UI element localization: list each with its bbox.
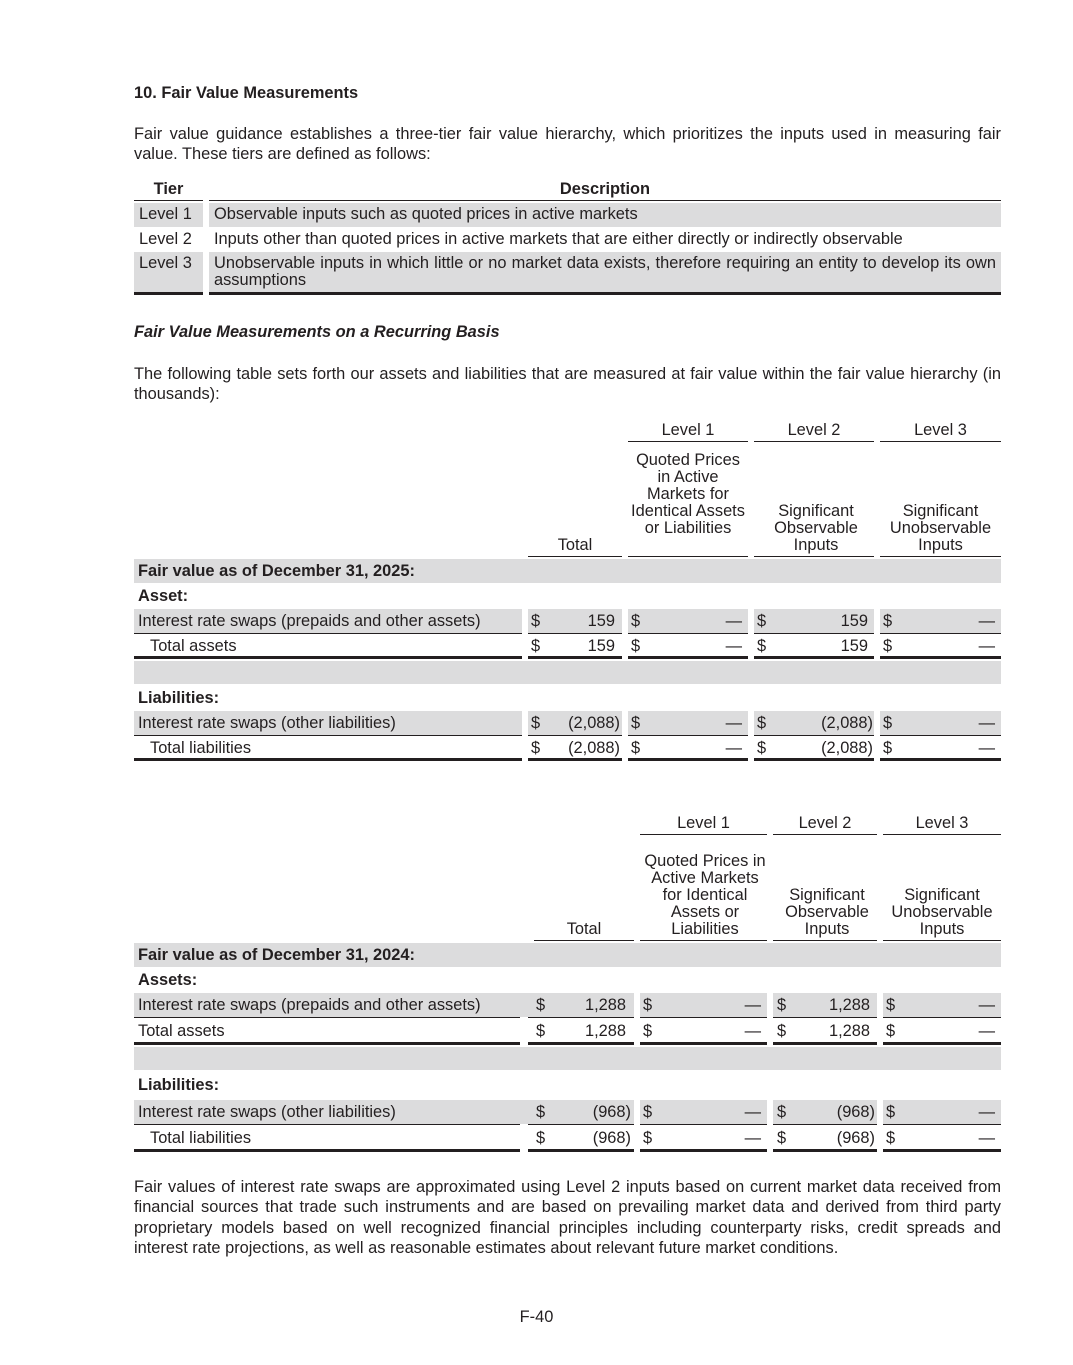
spacer-row (134, 661, 1001, 684)
dollar-sign: $ (536, 1022, 546, 1040)
tier-cell: Level 2 (139, 230, 192, 248)
intro-paragraph: Fair value guidance establishes a three-tier fair value hierarchy, which prioritizes the inputs used in measuring fair value. These tiers are defined as follows: (134, 125, 1001, 164)
section-label-row (134, 584, 1001, 608)
section-label-row (134, 968, 1001, 992)
level2-value: (968) (836, 1103, 875, 1121)
liabilities-label: Liabilities: (138, 1076, 220, 1094)
dollar-sign: $ (631, 739, 641, 757)
table-row (134, 711, 1001, 735)
table-title-row (134, 559, 1001, 583)
level1-value: — (744, 1103, 761, 1121)
total-col-header: Total (557, 536, 593, 554)
dollar-sign: $ (631, 714, 641, 732)
spacer-row (134, 1047, 1001, 1070)
total-value: (968) (592, 1129, 631, 1147)
row-label: Total liabilities (150, 739, 252, 757)
dollar-sign: $ (531, 714, 541, 732)
dollar-sign: $ (883, 612, 893, 630)
table-title: Fair value as of December 31, 2024: (138, 946, 415, 964)
dollar-sign: $ (531, 612, 541, 630)
section-label-row (134, 1073, 1001, 1097)
dollar-sign: $ (777, 1129, 787, 1147)
tier-header: Tier (134, 180, 203, 201)
total-value: 159 (587, 612, 615, 630)
dollar-sign: $ (757, 637, 767, 655)
dollar-sign: $ (886, 996, 896, 1014)
col-underline (880, 556, 1001, 557)
row-label: Interest rate swaps (other liabilities) (138, 714, 396, 732)
total-value: (2,088) (568, 739, 620, 757)
level3-col-header: Significant Unobservable Inputs (889, 502, 992, 554)
dollar-sign: $ (536, 996, 546, 1014)
row-label: Total assets (150, 637, 237, 655)
tier-description: Unobservable inputs in which little or no market data exists, therefore requiring an entity to develop its own assumptions (209, 252, 1001, 295)
asset-label: Asset: (138, 587, 189, 605)
level1-value: — (725, 739, 742, 757)
dollar-sign: $ (883, 714, 893, 732)
table-row (134, 609, 1001, 633)
col-underline (628, 556, 748, 557)
dollar-sign: $ (631, 612, 641, 630)
level1-value: — (744, 1022, 761, 1040)
dollar-sign: $ (777, 1103, 787, 1121)
tier-row (134, 203, 1001, 227)
row-label: Total assets (138, 1022, 225, 1040)
dollar-sign: $ (757, 714, 767, 732)
level1-col-header: Quoted Prices in Active Markets for Identical Assets or Liabilities (644, 852, 766, 938)
level1-header: Level 1 (661, 421, 715, 439)
level1-value: — (744, 996, 761, 1014)
row-label: Interest rate swaps (prepaids and other assets) (138, 612, 481, 630)
dollar-sign: $ (757, 612, 767, 630)
level3-header: Level 3 (915, 814, 969, 832)
page-number: F-40 (519, 1308, 554, 1326)
dollar-sign: $ (757, 739, 767, 757)
description-header: Description (209, 180, 1001, 201)
tier-row (134, 228, 1001, 252)
tier-row (134, 252, 1001, 295)
level3-value: — (978, 739, 995, 757)
recurring-heading: Fair Value Measurements on a Recurring Basis (134, 323, 500, 341)
table-title-row (134, 943, 1001, 967)
col-underline (754, 556, 874, 557)
dollar-sign: $ (643, 1022, 653, 1040)
level-underline (628, 441, 748, 442)
dollar-sign: $ (643, 1103, 653, 1121)
level2-col-header: Significant Observable Inputs (774, 502, 858, 554)
level2-value: (968) (836, 1129, 875, 1147)
level2-header: Level 2 (787, 421, 841, 439)
dollar-sign: $ (777, 996, 787, 1014)
level3-value: — (978, 1129, 995, 1147)
total-value: 1,288 (584, 996, 626, 1014)
row-label: Interest rate swaps (other liabilities) (138, 1103, 396, 1121)
recurring-paragraph: The following table sets forth our assets and liabilities that are measured at fair value within the fair value hierarchy (in thousands): (134, 365, 1001, 404)
dollar-sign: $ (777, 1022, 787, 1040)
section-heading: 10. Fair Value Measurements (134, 84, 359, 102)
level1-value: — (725, 612, 742, 630)
tier-description: Inputs other than quoted prices in active markets that are either directly or indirectly observable (214, 230, 903, 248)
closing-paragraph: Fair values of interest rate swaps are approximated using Level 2 inputs based on current market data received from financial sources that trade such instruments and are based on prevailing market data and derived from third party proprietary models based on well recognized financial principles including counterparty risks, credit spreads and interest rate projections, as well as reasonable estimates about relevant future market conditions. (134, 1178, 1001, 1258)
col-underline (528, 556, 622, 557)
level3-col-header: Significant Unobservable Inputs (891, 886, 993, 938)
tier-cell: Level 1 (134, 203, 203, 227)
level3-header: Level 3 (914, 421, 967, 439)
level2-value: 1,288 (828, 1022, 870, 1040)
dollar-sign: $ (631, 637, 641, 655)
tier-cell: Level 3 (134, 252, 203, 295)
table-row (134, 634, 1001, 658)
dollar-sign: $ (531, 739, 541, 757)
dollar-sign: $ (536, 1129, 546, 1147)
dollar-sign: $ (643, 1129, 653, 1147)
table-row (134, 993, 1001, 1017)
level-underline (880, 441, 1001, 442)
dollar-sign: $ (536, 1103, 546, 1121)
tier-description: Observable inputs such as quoted prices in active markets (209, 203, 1001, 227)
level2-value: 1,288 (828, 996, 870, 1014)
level2-value: 159 (840, 612, 868, 630)
level3-value: — (978, 637, 995, 655)
table-row (134, 736, 1001, 760)
dollar-sign: $ (883, 637, 893, 655)
level3-value: — (978, 612, 995, 630)
total-col-header: Total (566, 920, 602, 938)
table-title: Fair value as of December 31, 2025: (138, 562, 415, 580)
level2-value: (2,088) (821, 714, 873, 732)
table-row (134, 1100, 1001, 1124)
dollar-sign: $ (886, 1129, 896, 1147)
level1-value: — (744, 1129, 761, 1147)
row-label: Interest rate swaps (prepaids and other assets) (138, 996, 481, 1014)
level1-value: — (725, 714, 742, 732)
liabilities-label: Liabilities: (138, 689, 220, 707)
asset-label: Assets: (138, 971, 198, 989)
total-value: 159 (587, 637, 615, 655)
section-label-row (134, 686, 1001, 710)
dollar-sign: $ (886, 1022, 896, 1040)
level2-value: 159 (840, 637, 868, 655)
dollar-sign: $ (883, 739, 893, 757)
level3-value: — (978, 1103, 995, 1121)
total-value: 1,288 (584, 1022, 626, 1040)
table-row (134, 1019, 1001, 1043)
level2-col-header: Significant Observable Inputs (785, 886, 869, 938)
level3-value: — (978, 714, 995, 732)
dollar-sign: $ (886, 1103, 896, 1121)
level1-col-header: Quoted Prices in Active Markets for Identical Assets or Liabilities (631, 451, 745, 537)
level1-header: Level 1 (677, 814, 730, 832)
dollar-sign: $ (643, 996, 653, 1014)
total-value: (2,088) (568, 714, 620, 732)
level-underline (754, 441, 874, 442)
table-row (134, 1126, 1001, 1150)
total-value: (968) (592, 1103, 631, 1121)
level2-value: (2,088) (821, 739, 873, 757)
level1-value: — (725, 637, 742, 655)
level3-value: — (978, 996, 995, 1014)
row-label: Total liabilities (150, 1129, 252, 1147)
dollar-sign: $ (531, 637, 541, 655)
level2-header: Level 2 (798, 814, 852, 832)
level3-value: — (978, 1022, 995, 1040)
